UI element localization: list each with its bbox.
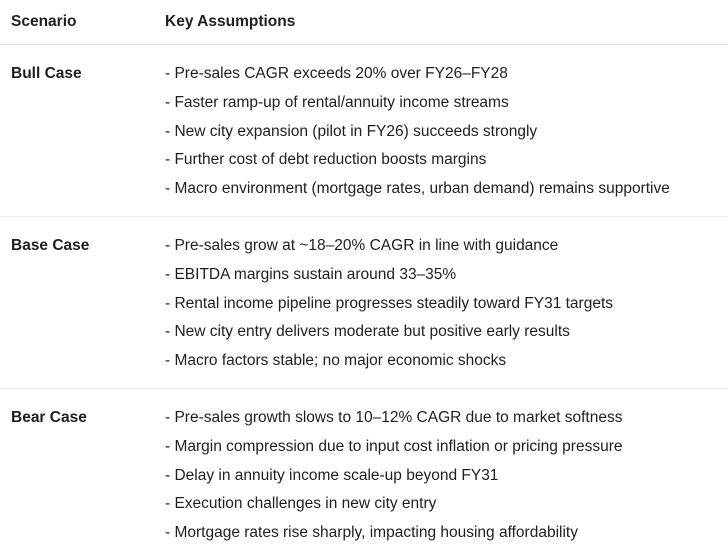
- header-key-assumptions: Key Assumptions: [165, 13, 296, 30]
- assumptions-cell: [154, 404, 728, 548]
- assumption-item: - Pre-sales growth slows to 10–12% CAGR due to market softness: [165, 408, 623, 426]
- assumption-item: - EBITDA margins sustain around 33–35%: [165, 265, 457, 283]
- assumption-list: [165, 60, 728, 204]
- assumption-list: [165, 232, 728, 376]
- scenario-name: Bear Case: [11, 408, 87, 426]
- table-header: [0, 0, 728, 45]
- assumption-item: - Faster ramp-up of rental/annuity income streams: [165, 93, 509, 111]
- assumption-item: - New city entry delivers moderate but positive early results: [165, 323, 570, 341]
- table-row: [0, 45, 728, 217]
- assumptions-cell: [154, 60, 728, 204]
- assumption-item: - Execution challenges in new city entry: [165, 495, 437, 513]
- table-row: [0, 217, 728, 389]
- assumption-item: - Further cost of debt reduction boosts margins: [165, 151, 487, 169]
- table-row: [0, 389, 728, 560]
- assumption-item: - Pre-sales CAGR exceeds 20% over FY26–FY28: [165, 65, 508, 82]
- header-scenario: Scenario: [11, 13, 77, 30]
- assumption-item: - Rental income pipeline progresses steadily toward FY31 targets: [165, 294, 614, 312]
- assumption-item: - New city expansion (pilot in FY26) succeeds strongly: [165, 122, 538, 140]
- assumption-list: [165, 404, 728, 548]
- assumption-item: - Macro factors stable; no major economic shocks: [165, 352, 507, 370]
- assumption-item: - Macro environment (mortgage rates, urban demand) remains supportive: [165, 180, 670, 198]
- scenario-name: Base Case: [11, 236, 90, 254]
- assumption-item: - Pre-sales grow at ~18–20% CAGR in line with guidance: [165, 236, 559, 254]
- scenario-name: Bull Case: [11, 65, 82, 82]
- assumptions-cell: [154, 232, 728, 376]
- assumption-item: - Delay in annuity income scale-up beyond FY31: [165, 466, 499, 484]
- assumption-item: - Mortgage rates rise sharply, impacting housing affordability: [165, 524, 578, 542]
- assumption-item: - Margin compression due to input cost inflation or pricing pressure: [165, 437, 623, 455]
